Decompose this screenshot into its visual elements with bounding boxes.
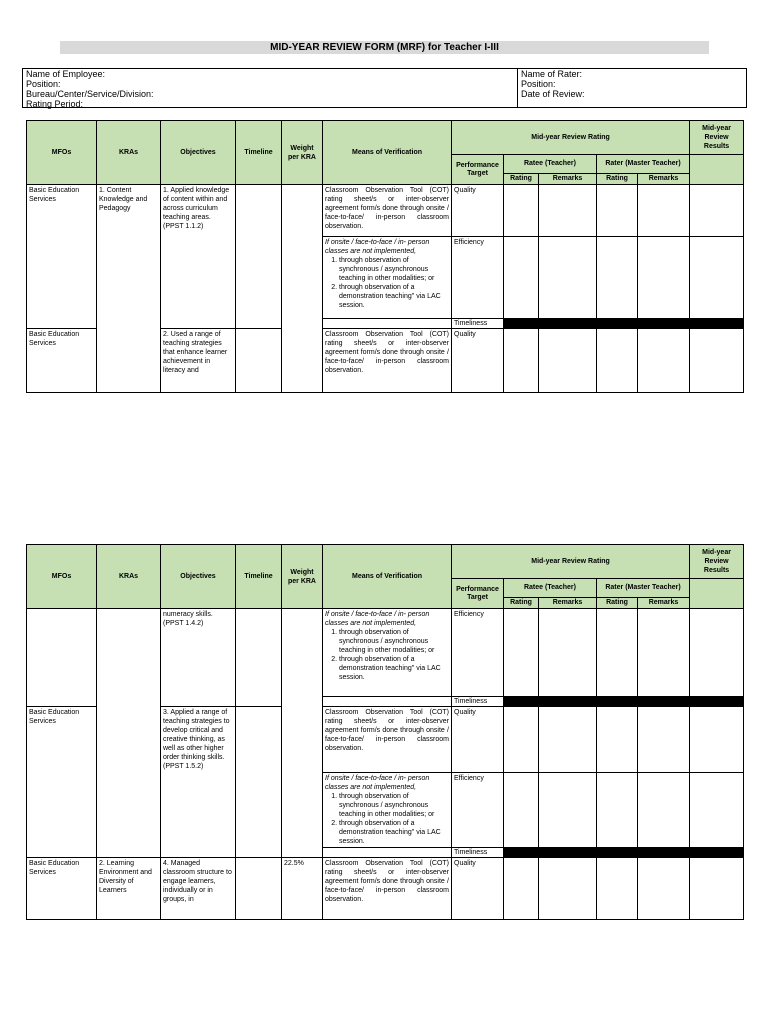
timeline-cell	[236, 609, 282, 707]
results-cell	[690, 329, 744, 393]
efficiency-label: Efficiency	[452, 237, 504, 319]
objective-cell: 1. Applied knowledge of content within and across curriculum teaching areas. (PPST 1.1.2)	[161, 185, 236, 329]
review-table-2	[26, 544, 744, 920]
efficiency-label: Efficiency	[452, 609, 504, 697]
mov-cell	[323, 707, 452, 773]
mov-item: 2. through observation of a demonstration teaching" via LAC session.	[339, 655, 449, 682]
employee-info-box	[22, 68, 747, 108]
header-mid-year-results: Mid-year Review Results	[690, 121, 744, 155]
remarks-cell	[539, 329, 597, 393]
header-rater-remarks: Remarks	[638, 598, 690, 609]
header-ratee-remarks: Remarks	[539, 174, 597, 185]
header-mid-year-rating: Mid-year Review Rating	[452, 121, 690, 155]
rating-cell	[597, 237, 638, 319]
remarks-cell	[638, 185, 690, 237]
rating-cell	[597, 773, 638, 848]
results-cell	[690, 185, 744, 237]
mov-cell	[323, 697, 452, 707]
header-rater-rating: Rating	[597, 598, 638, 609]
rating-cell	[504, 773, 539, 848]
rating-cell	[597, 858, 638, 920]
remarks-cell	[539, 185, 597, 237]
header-ratee-rating: Rating	[504, 598, 539, 609]
header-rater-remarks: Remarks	[638, 174, 690, 185]
mov-cell	[323, 319, 452, 329]
mov-item: 2. through observation of a demonstration teaching" via LAC session.	[339, 819, 449, 846]
rating-cell	[504, 329, 539, 393]
header-ratee-remarks: Remarks	[539, 598, 597, 609]
mov-item: 1. through observation of synchronous / asynchronous teaching in other modalities; or	[339, 256, 449, 283]
position-label: Position:	[26, 79, 61, 89]
weight-cell	[282, 609, 323, 858]
header-weight: Weight per KRA	[282, 121, 323, 185]
header-mid-year-results: Mid-year Review Results	[690, 545, 744, 579]
review-table-1	[26, 120, 744, 393]
timeliness-bar	[504, 319, 744, 329]
rating-cell	[504, 858, 539, 920]
header-ratee: Ratee (Teacher)	[504, 155, 597, 174]
remarks-cell	[539, 858, 597, 920]
rating-cell	[504, 237, 539, 319]
mfo-cell	[27, 609, 97, 707]
header-weight: Weight per KRA	[282, 545, 323, 609]
mfo-cell: Basic Education Services	[27, 707, 97, 858]
weight-cell	[282, 185, 323, 393]
mov-item: 2. through observation of a demonstration teaching" via LAC session.	[339, 283, 449, 310]
mfo-cell: Basic Education Services	[27, 185, 97, 329]
header-kras: KRAs	[97, 121, 161, 185]
name-of-rater-label: Name of Rater:	[521, 69, 583, 79]
form-title: MID-YEAR REVIEW FORM (MRF) for Teacher I-III	[60, 41, 709, 54]
remarks-cell	[539, 237, 597, 319]
quality-label: Quality	[452, 858, 504, 920]
header-timeline: Timeline	[236, 121, 282, 185]
timeliness-label: Timeliness	[452, 848, 504, 858]
timeline-cell	[236, 185, 282, 329]
objective-cell: 2. Used a range of teaching strategies that enhance learner achievement in literacy and	[161, 329, 236, 393]
remarks-cell	[539, 609, 597, 697]
timeline-cell	[236, 329, 282, 393]
header-mov: Means of Verification	[323, 121, 452, 185]
rating-cell	[597, 329, 638, 393]
objective-cell: 4. Managed classroom structure to engage learners, individually or in groups, in	[161, 858, 236, 920]
remarks-cell	[638, 237, 690, 319]
mov-cell	[323, 609, 452, 697]
results-cell	[690, 237, 744, 319]
header-performance-target: Performance Target	[452, 155, 504, 185]
results-cell	[690, 858, 744, 920]
mov-item: 1. through observation of synchronous / asynchronous teaching in other modalities; or	[339, 792, 449, 819]
header-objectives: Objectives	[161, 121, 236, 185]
rating-cell	[597, 707, 638, 773]
mov-intro: If onsite / face-to-face / in- person classes are not implemented,	[325, 775, 430, 791]
header-rater: Rater (Master Teacher)	[597, 155, 690, 174]
timeliness-label: Timeliness	[452, 319, 504, 329]
remarks-cell	[638, 609, 690, 697]
mfo-cell: Basic Education Services	[27, 329, 97, 393]
timeline-cell	[236, 707, 282, 858]
header-mid-year-rating: Mid-year Review Rating	[452, 545, 690, 579]
mov-cell	[323, 773, 452, 848]
quality-label: Quality	[452, 329, 504, 393]
rating-cell	[504, 609, 539, 697]
timeline-cell	[236, 858, 282, 920]
mov-intro: If onsite / face-to-face / in- person classes are not implemented,	[325, 611, 430, 627]
kra-cell	[97, 609, 161, 858]
mov-intro: If onsite / face-to-face / in- person classes are not implemented,	[325, 239, 430, 255]
rating-cell	[597, 609, 638, 697]
mov-cell: Classroom Observation Tool (COT) rating sheet/s or inter-observer agreement form/s done through onsite / face-to-face/ in-person classroom observation.	[323, 858, 452, 920]
rater-info	[517, 69, 753, 107]
rating-period-label: Rating Period:	[26, 99, 84, 109]
header-objectives: Objectives	[161, 545, 236, 609]
results-cell	[690, 609, 744, 697]
mov-item: 1. through observation of synchronous / asynchronous teaching in other modalities; or	[339, 628, 449, 655]
timeliness-bar	[504, 697, 744, 707]
timeliness-bar	[504, 848, 744, 858]
employee-info	[23, 69, 522, 109]
header-mov: Means of Verification	[323, 545, 452, 609]
remarks-cell	[638, 329, 690, 393]
header-ratee-rating: Rating	[504, 174, 539, 185]
kra-cell: 2. Learning Environment and Diversity of Learners	[97, 858, 161, 920]
header-kras: KRAs	[97, 545, 161, 609]
header-rater-rating: Rating	[597, 174, 638, 185]
mov-cell: Classroom Observation Tool (COT) rating sheet/s or inter-observer agreement form/s done through onsite / face-to-face/ in-person classroom observation.	[323, 185, 452, 237]
header-performance-target: Performance Target	[452, 579, 504, 609]
mov-cell: Classroom Observation Tool (COT) rating sheet/s or inter-observer agreement form/s done through onsite / face-to-face/ in-person classroom observation.	[323, 329, 452, 393]
remarks-cell	[539, 707, 597, 773]
mfo-cell: Basic Education Services	[27, 858, 97, 920]
date-of-review-label: Date of Review:	[521, 89, 585, 99]
remarks-cell	[638, 707, 690, 773]
remarks-cell	[638, 858, 690, 920]
objective-cell: numeracy skills. (PPST 1.4.2)	[161, 609, 236, 707]
remarks-cell	[539, 773, 597, 848]
kra-cell: 1. Content Knowledge and Pedagogy	[97, 185, 161, 393]
results-cell	[690, 773, 744, 848]
results-cell	[690, 707, 744, 773]
quality-label: Quality	[452, 185, 504, 237]
remarks-cell	[638, 773, 690, 848]
efficiency-label: Efficiency	[452, 773, 504, 848]
rating-cell	[504, 707, 539, 773]
rating-cell	[597, 185, 638, 237]
objective-cell: 3. Applied a range of teaching strategies to develop critical and creative thinking, as well as other higher order thinking skills. (PPST 1.5.2)	[161, 707, 236, 858]
header-ratee: Ratee (Teacher)	[504, 579, 597, 598]
header-timeline: Timeline	[236, 545, 282, 609]
mov-cell	[323, 237, 452, 319]
rating-cell	[504, 185, 539, 237]
rater-position-label: Position:	[521, 79, 556, 89]
header-results-blank	[690, 579, 744, 609]
bureau-label: Bureau/Center/Service/Division:	[26, 89, 154, 99]
weight-value: 22.5%	[282, 858, 323, 920]
mov-cell	[323, 848, 452, 858]
header-rater: Rater (Master Teacher)	[597, 579, 690, 598]
header-mfos: MFOs	[27, 545, 97, 609]
header-mfos: MFOs	[27, 121, 97, 185]
timeliness-label: Timeliness	[452, 697, 504, 707]
mov-quality-text: Classroom Observation Tool (COT) rating sheet/s or inter-observer agreement form/s done through onsite / face-to-face/ in-person classroom observation.	[325, 709, 449, 752]
name-of-employee-label: Name of Employee:	[26, 69, 106, 79]
header-results-blank	[690, 155, 744, 185]
quality-label: Quality	[452, 707, 504, 773]
